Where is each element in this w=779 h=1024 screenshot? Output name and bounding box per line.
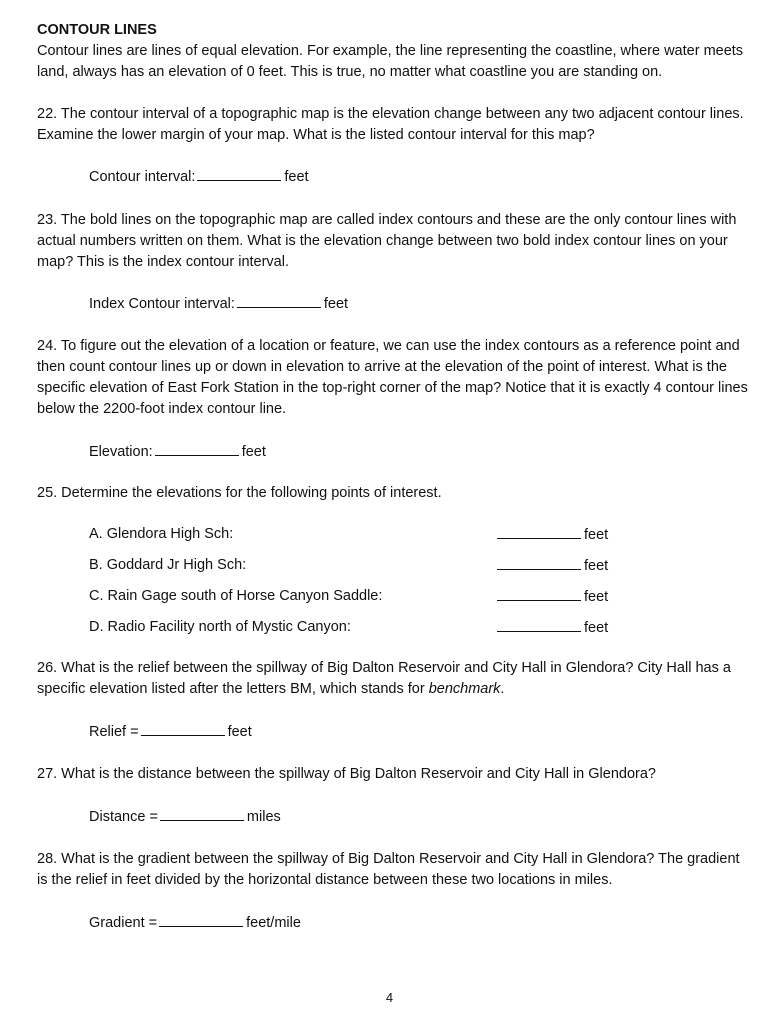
- question-24-blank[interactable]: [155, 441, 239, 456]
- question-26-answer: [37, 721, 749, 743]
- point-unit: feet: [584, 527, 609, 543]
- point-unit: feet: [584, 620, 609, 636]
- question-22-text: 22. The contour interval of a topographic map is the elevation change between any two adjacent contour lines. Examine the lower margin of your map. What is the listed contour interval for this map?: [37, 106, 744, 143]
- intro-paragraph: Contour lines are lines of equal elevation. For example, the line representing the coastline, where water meets land, always has an elevation of 0 feet. This is true, no matter what coastline you are standing on.: [37, 43, 744, 80]
- question-26-text: 26. What is the relief between the spillway of Big Dalton Reservoir and City Hall in Glendora? City Hall has a specific elevation listed after the letters BM, which stands for benchmark.: [37, 660, 731, 697]
- list-item: [89, 555, 749, 576]
- question-25-text: 25. Determine the elevations for the following points of interest.: [37, 485, 442, 501]
- question-22-label: Contour interval:: [89, 169, 196, 185]
- point-label: D. Radio Facility north of Mystic Canyon:: [89, 619, 351, 635]
- question-23-unit: feet: [323, 296, 349, 312]
- question-28-answer: [37, 912, 749, 934]
- point-unit: feet: [584, 589, 609, 605]
- point-label: A. Glendora High Sch:: [89, 526, 234, 542]
- question-22-blank[interactable]: [197, 166, 281, 181]
- question-27-label: Distance =: [89, 809, 158, 825]
- question-28-label: Gradient =: [89, 915, 158, 931]
- worksheet-page: [37, 20, 749, 934]
- question-23-text: 23. The bold lines on the topographic map are called index contours and these are the only contour lines with actual numbers written on them. What is the elevation change between two bold index contour lines on your map? This is the index contour interval.: [37, 212, 737, 270]
- point-blank[interactable]: [497, 617, 581, 632]
- question-27-blank[interactable]: [160, 806, 244, 821]
- point-label: C. Rain Gage south of Horse Canyon Saddle:: [89, 588, 383, 604]
- point-label: B. Goddard Jr High Sch:: [89, 557, 247, 573]
- question-24-label: Elevation:: [89, 444, 153, 460]
- question-27-answer: [37, 806, 749, 828]
- question-26-blank[interactable]: [141, 721, 225, 736]
- question-26-label: Relief =: [89, 724, 139, 740]
- question-28-blank[interactable]: [159, 912, 243, 927]
- list-item: [89, 586, 749, 607]
- question-22-answer: [37, 166, 749, 188]
- list-item: [89, 617, 749, 638]
- point-blank[interactable]: [497, 524, 581, 539]
- question-23-label: Index Contour interval:: [89, 296, 235, 312]
- point-unit: feet: [584, 558, 609, 574]
- section-title: CONTOUR LINES: [37, 22, 157, 38]
- list-item: [89, 524, 749, 545]
- question-25-list: [37, 524, 749, 638]
- question-22-unit: feet: [284, 169, 309, 185]
- benchmark-emphasis: benchmark: [428, 681, 501, 697]
- question-26-unit: feet: [227, 724, 252, 740]
- question-28-text: 28. What is the gradient between the spillway of Big Dalton Reservoir and City Hall in Glendora? The gradient is the relief in feet divided by the horizontal distance between these two locations in miles.: [37, 851, 740, 888]
- question-23-answer: [37, 293, 749, 315]
- question-24-answer: [37, 441, 749, 463]
- question-23-blank[interactable]: [237, 293, 321, 308]
- question-24-text: 24. To figure out the elevation of a location or feature, we can use the index contours as a reference point and then count contour lines up or down in elevation to arrive at the elevation of the point of interest. What is the specific elevation of East Fork Station in the top-right corner of the map? Notice that it is exactly 4 contour lines below the 2200-foot index contour line.: [37, 338, 748, 417]
- page-number: 4: [385, 990, 394, 1005]
- point-blank[interactable]: [497, 555, 581, 570]
- question-27-text: 27. What is the distance between the spillway of Big Dalton Reservoir and City Hall in Glendora?: [37, 766, 656, 782]
- point-blank[interactable]: [497, 586, 581, 601]
- question-24-unit: feet: [241, 444, 266, 460]
- question-28-unit: feet/mile: [246, 915, 301, 931]
- question-27-unit: miles: [246, 809, 281, 825]
